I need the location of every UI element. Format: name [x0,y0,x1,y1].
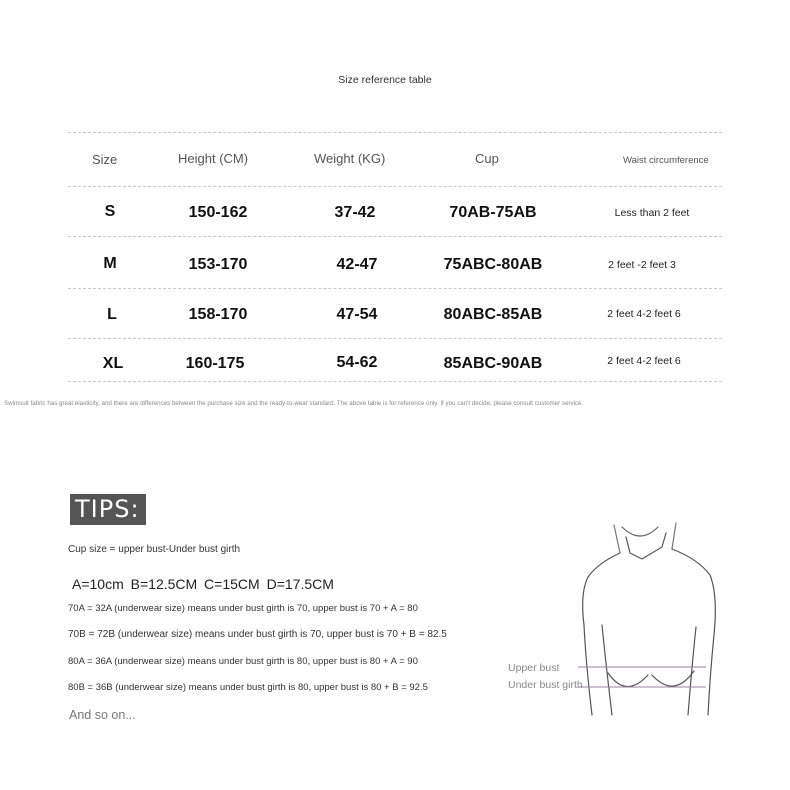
cell-size: L [107,306,117,323]
disclaimer-text: Swimsuit fabric has great elasticity, and there are differences between the purchase size and the ready-to-wear standard. The above table is for reference only. If you can't decide, please consult customer service. [4,400,584,407]
cell-height: 153-170 [188,256,248,273]
cup-formula: Cup size = upper bust-Under bust girth [68,544,241,555]
cell-waist: 2 feet -2 feet 3 [608,259,676,271]
header-waist: Waist circumference [623,155,709,166]
cell-cup: 70AB-75AB [449,204,537,221]
cup-values: A=10cm B=12.5CM C=15CM D=17.5CM [72,576,334,592]
cell-size: M [103,255,117,272]
upper-bust-label: Upper bust [508,662,560,674]
table-divider [68,288,722,289]
bust-illustration [570,515,730,725]
header-weight: Weight (KG) [314,151,386,166]
cell-height: 150-162 [188,204,248,221]
cell-cup: 75ABC-80AB [443,256,543,273]
under-bust-label: Under bust girth [508,679,583,691]
example-line: 70B = 72B (underwear size) means under bust girth is 70, upper bust is 70 + B = 82.5 [68,629,447,640]
table-title: Size reference table [338,74,432,86]
cell-weight: 47-54 [336,306,378,323]
example-line: 80A = 36A (underwear size) means under bust girth is 80, upper bust is 80 + A = 90 [68,656,418,667]
cell-weight: 54-62 [336,354,378,371]
cell-size: XL [102,355,124,372]
cell-size: S [104,203,116,220]
table-divider [68,186,722,187]
table-divider [68,338,722,339]
cell-weight: 37-42 [334,204,376,221]
example-line: 80B = 36B (underwear size) means under bust girth is 80, upper bust is 80 + B = 92.5 [68,682,428,693]
cell-height: 160-175 [185,355,245,372]
tips-badge: TIPS: [70,494,146,525]
table-divider [68,381,722,382]
header-size: Size [92,152,118,167]
table-divider [68,132,722,133]
cell-waist: Less than 2 feet [614,207,690,219]
header-height: Height (CM) [178,151,249,166]
cell-waist: 2 feet 4-2 feet 6 [607,308,681,320]
example-line: 70A = 32A (underwear size) means under bust girth is 70, upper bust is 70 + A = 80 [68,603,418,614]
cell-cup: 85ABC-90AB [443,355,543,372]
cell-weight: 42-47 [336,256,378,273]
table-divider [68,236,722,237]
header-cup: Cup [475,151,499,166]
cell-cup: 80ABC-85AB [443,306,543,323]
cell-waist: 2 feet 4-2 feet 6 [607,355,681,367]
cell-height: 158-170 [188,306,248,323]
and-so-on: And so on... [69,708,136,722]
